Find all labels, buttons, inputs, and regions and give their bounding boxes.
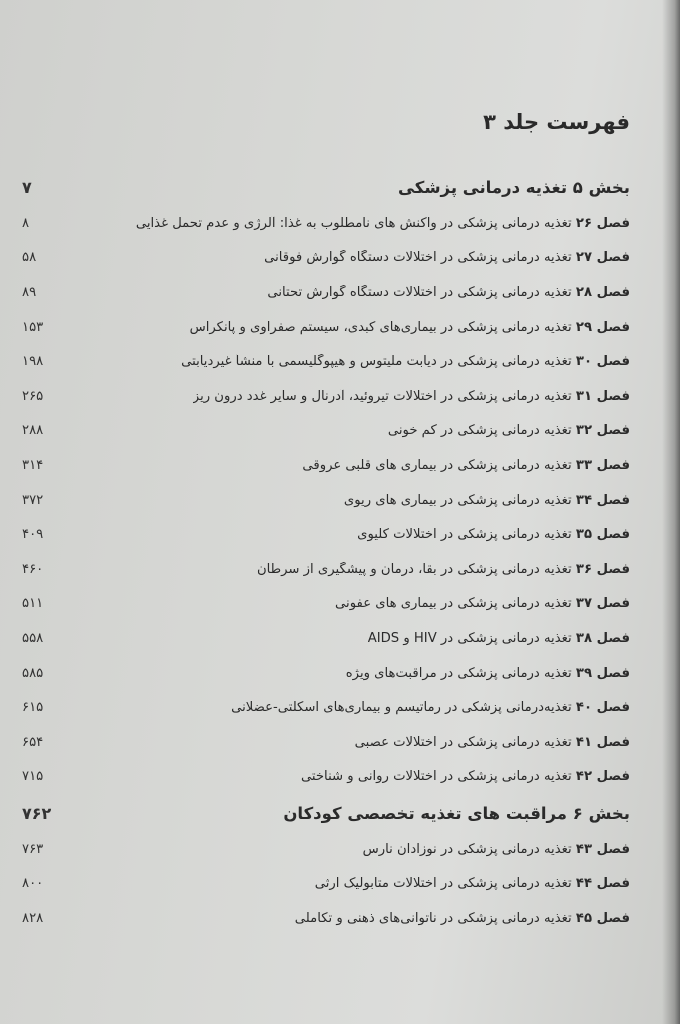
- chapter-page-number: ۲۸۸: [22, 423, 44, 439]
- chapter-number: فصل ۳۶: [575, 561, 630, 577]
- chapter-name: تغذیه درمانی پزشکی در بیماری های قلبی عروقی: [302, 457, 572, 473]
- chapter-row: [22, 656, 630, 691]
- chapter-number: فصل ۳۷: [575, 596, 630, 612]
- chapter-page-number: ۷۶۳: [22, 841, 44, 857]
- chapter-row: [22, 275, 630, 310]
- chapter-title: [190, 320, 630, 335]
- chapter-name: تغذیه درمانی پزشکی در اختلالات دستگاه گوارش فوقانی: [264, 250, 572, 266]
- chapter-title: [363, 842, 630, 857]
- chapter-number: فصل ۳۵: [575, 527, 630, 543]
- chapter-number: فصل ۳۴: [575, 492, 630, 508]
- chapter-number: فصل ۴۲: [575, 769, 630, 785]
- chapter-row: [22, 690, 630, 725]
- chapter-page-number: ۱۵۳: [22, 319, 44, 335]
- chapter-row: [22, 517, 630, 552]
- section-row: [22, 794, 630, 832]
- chapter-title: [335, 596, 630, 611]
- chapter-row: [22, 344, 630, 379]
- chapter-row: [22, 379, 630, 414]
- chapter-row: [22, 310, 630, 345]
- chapter-number: فصل ۲۶: [575, 215, 630, 231]
- chapter-row: [22, 867, 630, 902]
- chapter-title: [388, 423, 630, 438]
- chapter-number: فصل ۴۰: [575, 700, 630, 716]
- toc-page: [22, 0, 630, 1024]
- chapter-page-number: ۸۹: [22, 284, 37, 300]
- chapter-number: فصل ۴۴: [575, 876, 630, 892]
- chapter-title: [264, 250, 630, 265]
- chapter-row: [22, 725, 630, 760]
- chapter-page-number: ۴۶۰: [22, 561, 44, 577]
- chapter-number: فصل ۲۸: [575, 284, 630, 300]
- chapter-row: [22, 832, 630, 867]
- chapter-page-number: ۳۷۲: [22, 492, 44, 508]
- chapter-row: [22, 621, 630, 656]
- chapter-number: فصل ۳۸: [575, 630, 630, 646]
- chapter-name: تغذیه درمانی پزشکی در مراقبت‌های ویژه: [345, 665, 572, 681]
- page-edge-shadow: [662, 0, 680, 1024]
- chapter-title: [257, 562, 630, 577]
- chapter-name: تغذیه درمانی پزشکی در واکنش های نامطلوب به غذا: آلرژی و عدم تحمل غذایی: [135, 215, 572, 231]
- chapter-row: [22, 448, 630, 483]
- section-title: بخش ۵ تغذیه درمانی پزشکی: [398, 177, 630, 197]
- chapter-title: [355, 735, 630, 750]
- chapter-row: [22, 760, 630, 795]
- chapter-title: [346, 666, 630, 681]
- section-row: [22, 168, 630, 206]
- chapter-page-number: ۴۰۹: [22, 527, 44, 543]
- chapter-title: [295, 911, 630, 926]
- chapter-title: [136, 216, 630, 231]
- chapter-page-number: ۵۱۱: [22, 596, 44, 612]
- chapter-page-number: ۸۲۸: [22, 911, 44, 927]
- section-page-number: ۷: [22, 177, 32, 197]
- chapter-number: فصل ۲۷: [575, 250, 630, 266]
- chapter-title: [357, 527, 630, 542]
- chapter-page-number: ۵۵۸: [22, 630, 44, 646]
- toc-list: [22, 168, 630, 936]
- chapter-name: تغذیه درمانی پزشکی در اختلالات کلیوی: [357, 527, 572, 543]
- chapter-title: [315, 876, 630, 891]
- chapter-number: فصل ۳۹: [575, 665, 630, 681]
- chapter-name: تغذیه درمانی پزشکی در ناتوانی‌های ذهنی و تکاملی: [294, 911, 572, 927]
- chapter-number: فصل ۳۱: [575, 388, 630, 404]
- chapter-page-number: ۷۱۵: [22, 769, 44, 785]
- chapter-name: تغذیه درمانی پزشکی در HIV و AIDS: [367, 630, 572, 646]
- chapter-title: [231, 700, 630, 715]
- chapter-title: [193, 389, 630, 404]
- chapter-page-number: ۲۶۵: [22, 388, 44, 404]
- chapter-page-number: ۵۸: [22, 250, 37, 266]
- chapter-name: تغذیه درمانی پزشکی در نوزادان نارس: [362, 841, 572, 857]
- chapter-title: [302, 458, 630, 473]
- chapter-row: [22, 552, 630, 587]
- chapter-name: تغذیه درمانی پزشکی در بیماری های ریوی: [343, 492, 572, 508]
- chapter-name: تغذیه درمانی پزشکی در بیماری های عفونی: [335, 596, 572, 612]
- chapter-title: [181, 354, 630, 369]
- chapter-name: تغذیه درمانی پزشکی در دیابت ملیتوس و هیپوگلیسمی با منشأ غیردیابتی: [181, 354, 572, 370]
- chapter-number: فصل ۴۵: [575, 911, 630, 927]
- chapter-row: [22, 901, 630, 936]
- chapter-row: [22, 587, 630, 622]
- chapter-page-number: ۶۵۴: [22, 734, 44, 750]
- chapter-name: تغذیه درمانی پزشکی در اختلالات عصبی: [354, 734, 572, 750]
- chapter-name: تغذیه درمانی پزشکی در اختلالات روانی و شناختی: [300, 769, 572, 785]
- chapter-name: تغذیه درمانی پزشکی در اختلالات تیروئید، آدرنال و سایر غدد درون ریز: [192, 388, 572, 404]
- chapter-row: [22, 414, 630, 449]
- chapter-name: تغذیه درمانی پزشکی در بیماری‌های کبدی، سیستم صفراوی و پانکراس: [189, 319, 572, 335]
- chapter-number: فصل ۳۰: [575, 354, 630, 370]
- chapter-number: فصل ۴۱: [575, 734, 630, 750]
- chapter-name: تغذیه‌درمانی پزشکی در رماتیسم و بیماری‌های اسکلتی-عضلانی: [231, 700, 572, 716]
- section-title: بخش ۶ مراقبت های تغذیه تخصصی کودکان: [283, 803, 630, 823]
- chapter-page-number: ۵۸۵: [22, 665, 44, 681]
- chapter-name: تغذیه درمانی پزشکی در کم خونی: [387, 423, 572, 439]
- chapter-page-number: ۶۱۵: [22, 700, 44, 716]
- chapter-name: تغذیه درمانی پزشکی در اختلالات متابولیک ارثی: [314, 876, 572, 892]
- chapter-row: [22, 206, 630, 241]
- chapter-number: فصل ۲۹: [575, 319, 630, 335]
- chapter-row: [22, 241, 630, 276]
- toc-title: فهرست جلد ۳: [483, 110, 630, 134]
- chapter-number: فصل ۳۲: [575, 423, 630, 439]
- chapter-name: تغذیه درمانی پزشکی در اختلالات دستگاه گوارش تحتانی: [267, 284, 572, 300]
- chapter-title: [368, 631, 630, 646]
- chapter-row: [22, 483, 630, 518]
- chapter-page-number: ۱۹۸: [22, 354, 44, 370]
- chapter-number: فصل ۴۳: [575, 841, 630, 857]
- section-page-number: ۷۶۲: [22, 803, 52, 823]
- chapter-page-number: ۸: [22, 215, 30, 231]
- chapter-name: تغذیه درمانی پزشکی در بقا، درمان و پیشگیری از سرطان: [256, 561, 572, 577]
- chapter-title: [301, 769, 630, 784]
- chapter-title: [344, 493, 630, 508]
- chapter-number: فصل ۳۳: [575, 457, 630, 473]
- chapter-title: [267, 285, 630, 300]
- chapter-page-number: ۳۱۴: [22, 457, 44, 473]
- chapter-page-number: ۸۰۰: [22, 876, 44, 892]
